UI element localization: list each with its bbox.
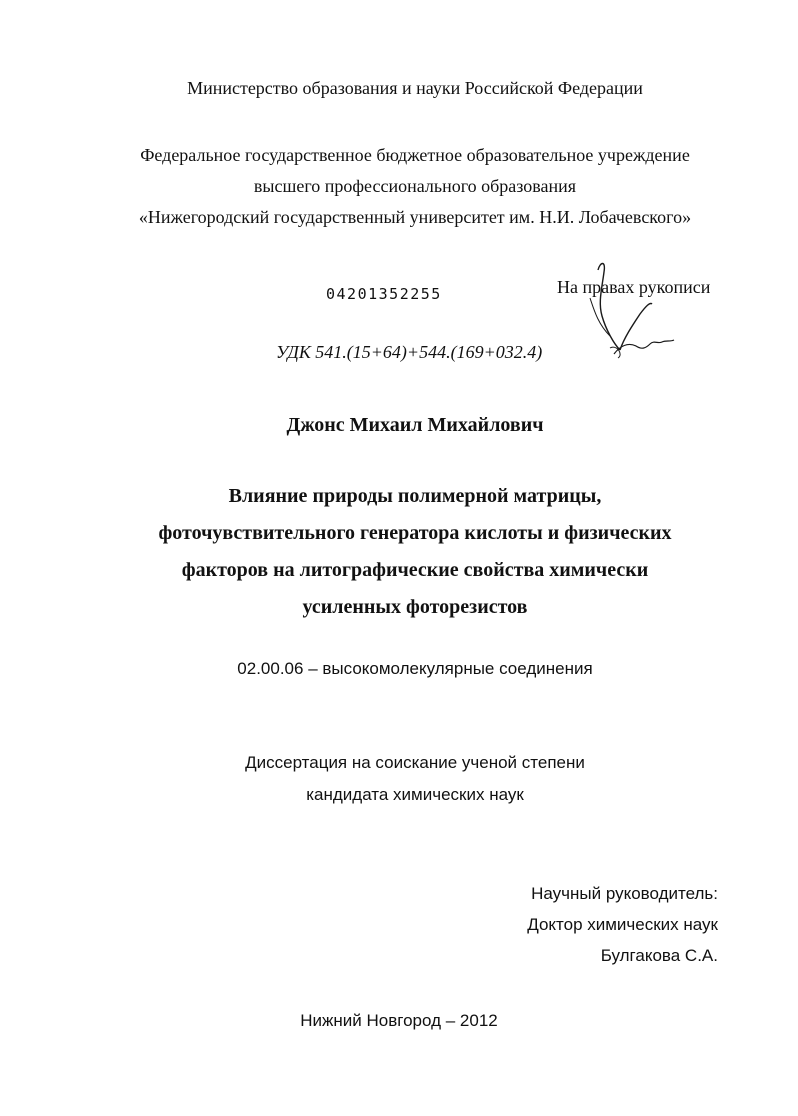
title-line-4: усиленных фоторезистов (302, 596, 528, 618)
degree-line-1: Диссертация на соискание ученой степени (245, 753, 585, 772)
supervisor-degree: Доктор химических наук (527, 915, 718, 934)
degree-line-2: кандидата химических наук (306, 785, 524, 804)
title-line-2: фоточувствительного генератора кислоты и физических (158, 522, 672, 544)
city-year: Нижний Новгород – 2012 (300, 1011, 498, 1030)
author-name: Джонс Михаил Михайлович (286, 414, 544, 436)
ministry-heading: Министерство образования и науки Российской Федерации (187, 78, 643, 98)
title-line-3: факторов на литографические свойства химически (181, 559, 649, 581)
udk-classification: УДК 541.(15+64)+544.(169+032.4) (276, 342, 543, 362)
institution-line-1: Федеральное государственное бюджетное образовательное учреждение (140, 145, 690, 165)
title-line-1: Влияние природы полимерной матрицы, (228, 485, 602, 507)
supervisor-name: Булгакова С.А. (600, 946, 718, 965)
specialty-code: 02.00.06 – высокомолекулярные соединения (237, 659, 593, 678)
supervisor-label: Научный руководитель: (531, 884, 718, 903)
institution-line-3: «Нижегородский государственный университет им. Н.И. Лобачевского» (138, 207, 692, 227)
institution-line-2: высшего профессионального образования (253, 176, 577, 196)
handwritten-signature (580, 258, 690, 368)
document-code: 04201352255 (326, 285, 442, 303)
manuscript-note: На правах рукописи (557, 277, 711, 297)
